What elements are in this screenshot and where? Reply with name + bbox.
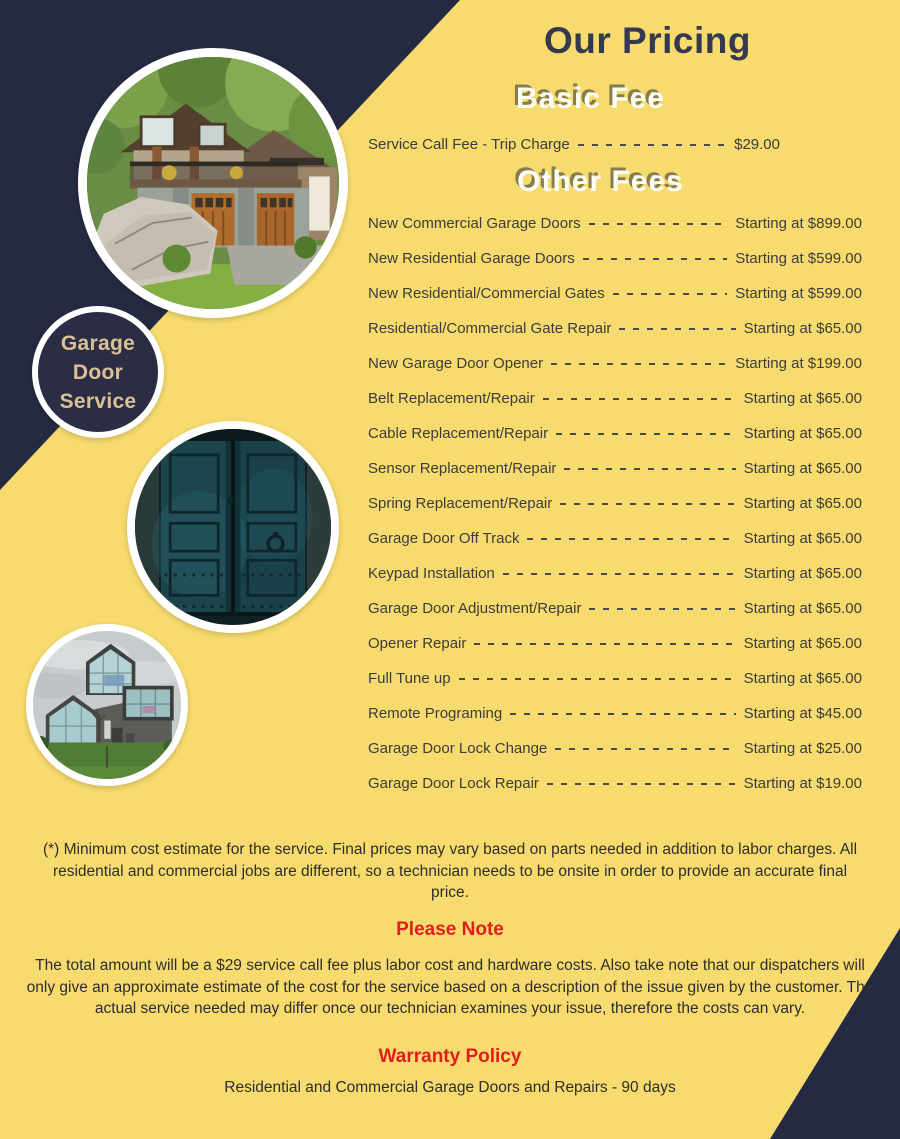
fee-label: Residential/Commercial Gate Repair <box>368 320 612 337</box>
fee-dash-leader <box>583 258 727 260</box>
fee-price: Starting at $65.00 <box>743 320 862 337</box>
fee-price: Starting at $65.00 <box>743 460 862 477</box>
badge-line-1: Garage <box>60 331 136 355</box>
fee-price: Starting at $65.00 <box>743 390 862 407</box>
please-note-heading: Please Note <box>396 919 504 940</box>
fee-price: $29.00 <box>734 135 780 153</box>
basic-fee-row <box>368 133 780 155</box>
fee-label: Garage Door Lock Repair <box>368 775 539 792</box>
fee-label: Sensor Replacement/Repair <box>368 460 557 477</box>
fee-row <box>368 241 862 276</box>
fee-dash-leader <box>613 293 727 295</box>
badge-text <box>60 329 137 416</box>
fee-label: Service Call Fee - Trip Charge <box>368 135 570 153</box>
fee-price: Starting at $65.00 <box>743 635 862 652</box>
fees-list <box>368 206 862 801</box>
fee-price: Starting at $19.00 <box>743 775 862 792</box>
fee-label: Garage Door Off Track <box>368 530 520 547</box>
fee-dash-leader <box>547 783 736 785</box>
fee-dash-leader <box>555 748 735 750</box>
fee-label: Full Tune up <box>368 670 451 687</box>
fee-dash-leader <box>503 573 736 575</box>
other-fees-heading: Other Fees <box>517 165 684 198</box>
warranty-text: Residential and Commercial Garage Doors and Repairs - 90 days <box>224 1079 676 1096</box>
fee-row <box>368 626 862 661</box>
fee-row <box>368 696 862 731</box>
fee-row <box>368 556 862 591</box>
fee-row <box>368 521 862 556</box>
fee-dash-leader <box>589 608 735 610</box>
fee-label: Remote Programing <box>368 705 503 722</box>
building-photo-illustration <box>33 631 181 779</box>
fee-label: Spring Replacement/Repair <box>368 495 553 512</box>
fee-price: Starting at $45.00 <box>743 705 862 722</box>
fee-row <box>368 346 862 381</box>
fee-label: New Residential/Commercial Gates <box>368 285 605 302</box>
fee-price: Starting at $65.00 <box>743 425 862 442</box>
fee-dash-leader <box>578 144 726 146</box>
fee-dash-leader <box>474 643 735 645</box>
fee-price: Starting at $65.00 <box>743 495 862 512</box>
fee-label: New Garage Door Opener <box>368 355 544 372</box>
fee-dash-leader <box>543 398 736 400</box>
disclaimer-text: (*) Minimum cost estimate for the service. Final prices may vary based on parts needed in addition to labor charges. All residential and commercial jobs are different, so a technician needs to be onsite in order to provide an accurate final price. <box>42 841 858 901</box>
fee-row <box>368 416 862 451</box>
basic-fee-heading: Basic Fee <box>515 82 666 115</box>
badge-line-2: Door <box>72 360 124 384</box>
fee-price: Starting at $65.00 <box>743 670 862 687</box>
fee-price: Starting at $65.00 <box>743 600 862 617</box>
fee-row <box>368 381 862 416</box>
warranty-policy-heading: Warranty Policy <box>378 1046 522 1067</box>
fee-row <box>368 206 862 241</box>
fee-label: Garage Door Adjustment/Repair <box>368 600 582 617</box>
garage-door-service-badge <box>32 306 164 438</box>
fee-row <box>368 591 862 626</box>
fee-dash-leader <box>560 503 735 505</box>
fee-row <box>368 276 862 311</box>
fee-dash-leader <box>556 433 735 435</box>
fee-price: Starting at $199.00 <box>735 355 862 372</box>
fee-label: Opener Repair <box>368 635 467 652</box>
fee-label: Garage Door Lock Change <box>368 740 548 757</box>
fee-row <box>368 311 862 346</box>
fee-price: Starting at $25.00 <box>743 740 862 757</box>
please-note-text: The total amount will be a $29 service call fee plus labor cost and hardware costs. Also take note that our dispatchers will only give an approximate estimate of the cost for the service based on a description of the issue given by the customer. The actual service needed may differ once our technician examines your issue, therefore the costs can vary. <box>26 957 874 1017</box>
fee-dash-leader <box>564 468 735 470</box>
fee-dash-leader <box>510 713 735 715</box>
house-photo <box>78 48 348 318</box>
fee-row <box>368 661 862 696</box>
fee-price: Starting at $599.00 <box>735 285 862 302</box>
fee-label: Belt Replacement/Repair <box>368 390 535 407</box>
fee-dash-leader <box>551 363 727 365</box>
fee-label: Cable Replacement/Repair <box>368 425 549 442</box>
door-photo <box>127 421 339 633</box>
fee-row <box>368 486 862 521</box>
fee-dash-leader <box>459 678 736 680</box>
fee-label: Keypad Installation <box>368 565 495 582</box>
page-title: Our Pricing <box>544 20 751 61</box>
fee-dash-leader <box>589 223 728 225</box>
fee-row <box>368 766 862 801</box>
fee-price: Starting at $599.00 <box>735 250 862 267</box>
fee-label: New Residential Garage Doors <box>368 250 575 267</box>
door-photo-illustration <box>135 429 331 625</box>
badge-line-3: Service <box>59 389 137 413</box>
fee-row <box>368 731 862 766</box>
fee-price: Starting at $65.00 <box>743 565 862 582</box>
fee-price: Starting at $65.00 <box>743 530 862 547</box>
fee-price: Starting at $899.00 <box>735 215 862 232</box>
fee-row <box>368 451 862 486</box>
fee-dash-leader <box>619 328 735 330</box>
fee-dash-leader <box>527 538 735 540</box>
house-photo-illustration <box>87 57 339 309</box>
building-photo <box>26 624 188 786</box>
fee-label: New Commercial Garage Doors <box>368 215 581 232</box>
